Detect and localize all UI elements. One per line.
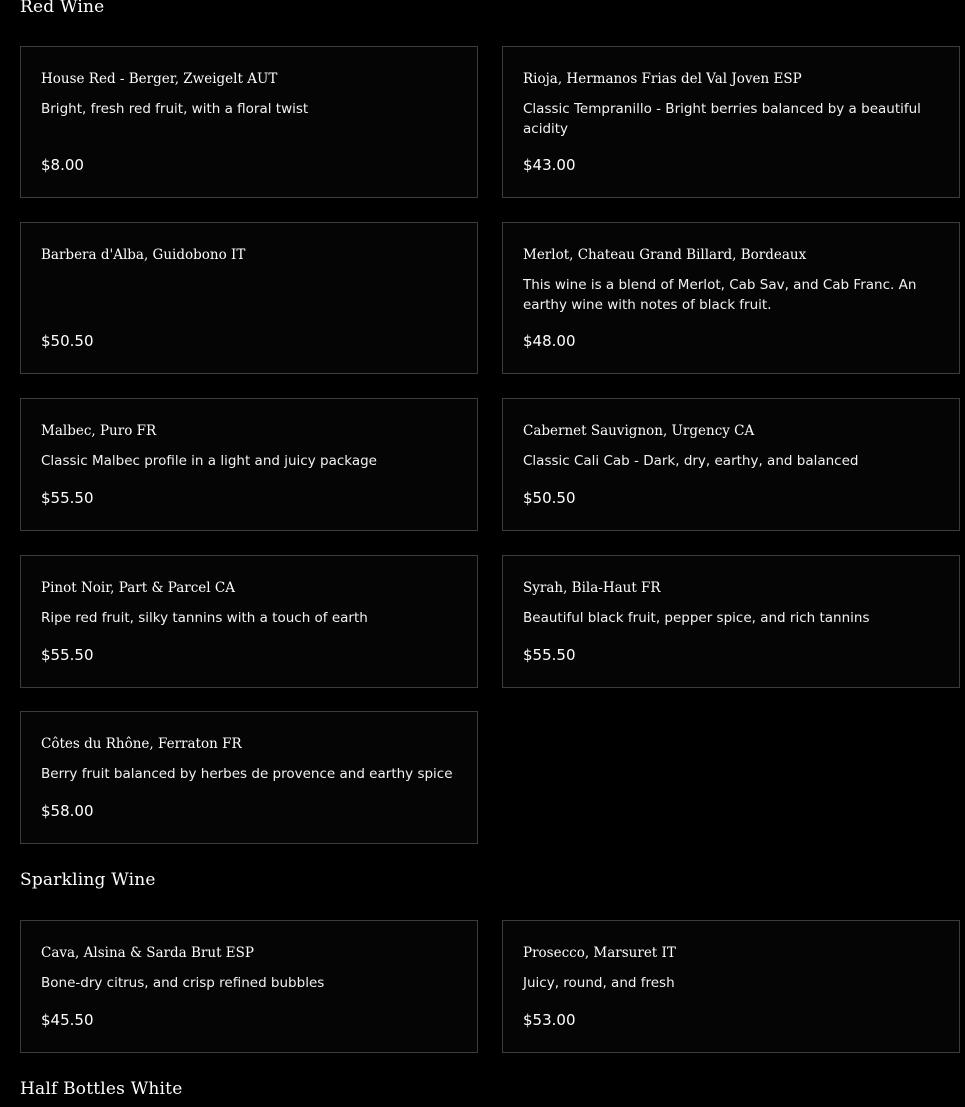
menu-item-description: Bright, fresh red fruit, with a floral twist <box>41 101 309 117</box>
menu-item-card <box>502 398 960 531</box>
menu-item-name: Rioja, Hermanos Frias del Val Joven ESP <box>523 71 802 87</box>
menu-item-price: $55.50 <box>523 646 576 664</box>
menu-item-price: $50.50 <box>523 489 576 507</box>
menu-item-name: Barbera d'Alba, Guidobono IT <box>41 247 246 263</box>
menu-item-price: $55.50 <box>41 489 94 507</box>
menu-item-name: House Red - Berger, Zweigelt AUT <box>41 71 278 87</box>
menu-item-description: Berry fruit balanced by herbes de provence and earthy spice <box>41 766 453 782</box>
menu-item-name: Prosecco, Marsuret IT <box>523 945 676 961</box>
menu-item-card <box>20 555 478 688</box>
menu-item-description: Juicy, round, and fresh <box>523 975 675 991</box>
menu-item-price: $58.00 <box>41 802 94 820</box>
menu-item-price: $50.50 <box>41 332 94 350</box>
menu-item-description: Classic Malbec profile in a light and juicy package <box>41 453 377 469</box>
menu-item-name: Syrah, Bila-Haut FR <box>523 580 661 596</box>
menu-item-price: $53.00 <box>523 1011 576 1029</box>
menu-item-description: Classic Tempranillo - Bright berries balanced by a beautiful acidity <box>523 101 921 137</box>
menu-item-card <box>20 222 478 374</box>
menu-item-price: $43.00 <box>523 156 576 174</box>
menu-item-description: Classic Cali Cab - Dark, dry, earthy, and balanced <box>523 453 859 469</box>
menu-item-name: Merlot, Chateau Grand Billard, Bordeaux <box>523 247 807 263</box>
menu-item-card <box>20 398 478 531</box>
menu-item-name: Cava, Alsina & Sarda Brut ESP <box>41 945 254 961</box>
menu-item-price: $8.00 <box>41 156 84 174</box>
menu-item-description: Bone-dry citrus, and crisp refined bubbles <box>41 975 325 991</box>
menu-item-price: $48.00 <box>523 332 576 350</box>
menu-item-description: Beautiful black fruit, pepper spice, and rich tannins <box>523 610 870 626</box>
menu-item-name: Pinot Noir, Part & Parcel CA <box>41 580 235 596</box>
menu-item-price: $45.50 <box>41 1011 94 1029</box>
menu-item-description: This wine is a blend of Merlot, Cab Sav, and Cab Franc. An earthy wine with notes of black fruit. <box>523 277 917 313</box>
section-title-red-wine: Red Wine <box>20 0 105 17</box>
section-title-half-bottles-white: Half Bottles White <box>20 1079 183 1099</box>
menu-item-name: Côtes du Rhône, Ferraton FR <box>41 736 242 752</box>
menu-item-name: Cabernet Sauvignon, Urgency CA <box>523 423 755 439</box>
section-title-sparkling-wine: Sparkling Wine <box>20 870 156 890</box>
menu-item-name: Malbec, Puro FR <box>41 423 157 439</box>
menu-item-card <box>20 920 478 1053</box>
menu-item-card <box>502 920 960 1053</box>
menu-item-description: Ripe red fruit, silky tannins with a touch of earth <box>41 610 368 626</box>
menu-item-card <box>502 555 960 688</box>
menu-item-card <box>502 46 960 198</box>
menu-item-card <box>20 711 478 844</box>
menu-item-price: $55.50 <box>41 646 94 664</box>
menu-item-card <box>20 46 478 198</box>
menu-item-card <box>502 222 960 374</box>
